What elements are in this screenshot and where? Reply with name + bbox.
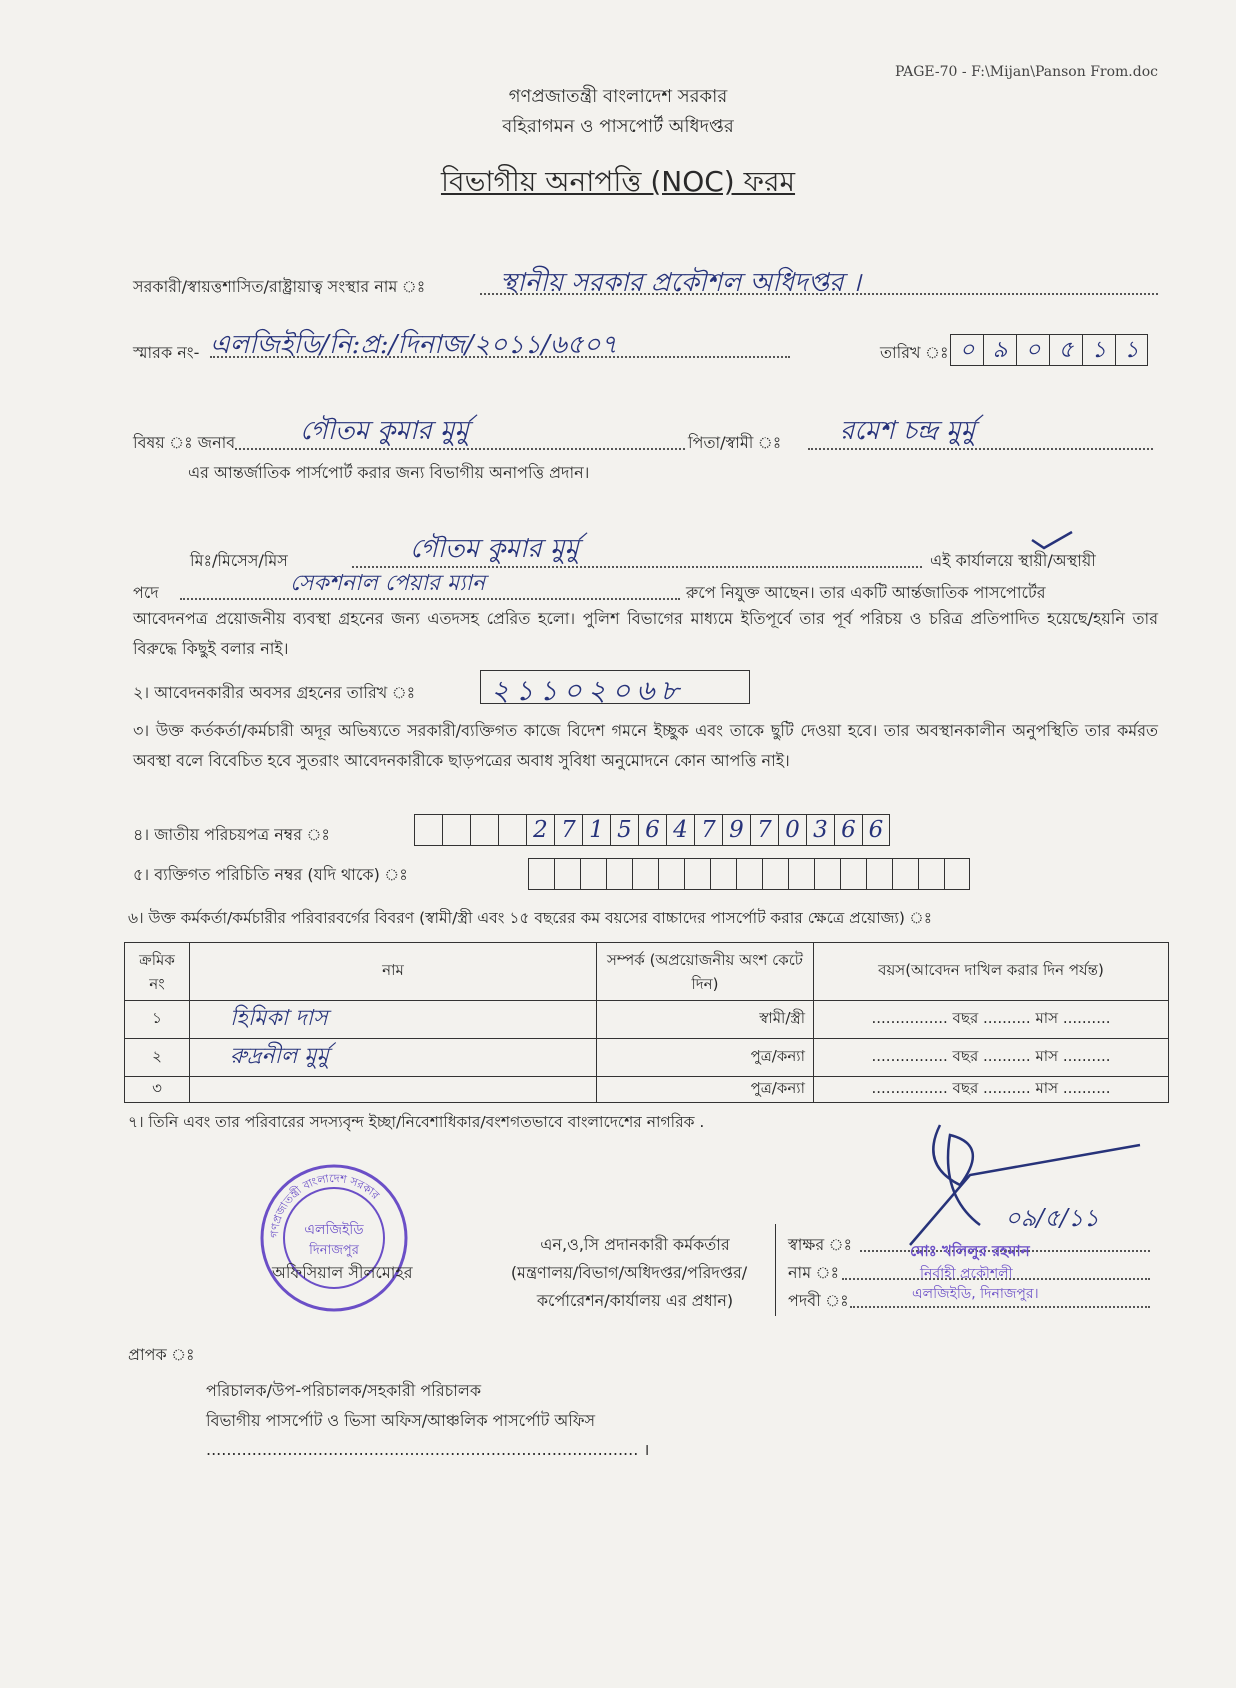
nid-digit-cell: 9 [722, 814, 750, 846]
retirement-label: ২। আবেদনকারীর অবসর গ্রহনের তারিখ ঃ [133, 683, 416, 702]
table-row [125, 1077, 1169, 1103]
family-table [124, 942, 1169, 1103]
date-digit-cell: ৯ [983, 334, 1016, 366]
row-relation: পুত্র/কন্যা [597, 1077, 814, 1103]
row-age: ................ বছর .......... মাস .......... [814, 1077, 1169, 1103]
subject-name: গৌতম কুমার মুর্মু [300, 416, 469, 446]
nid-digit-cell: 4 [666, 814, 694, 846]
row-age: ................ বছর .......... মাস .......... [814, 1001, 1169, 1039]
stamp-post: নির্বাহী প্রকৌশলী [920, 1266, 1013, 1282]
row-name [190, 1077, 597, 1103]
recipient-line2: বিভাগীয় পাসর্পোট ও ভিসা অফিস/আঞ্চলিক পাসর্পোট অফিস [206, 1411, 596, 1430]
row-relation: পুত্র/কন্যা [597, 1039, 814, 1077]
post-value: সেকশনাল পেয়ার ম্যান [290, 571, 486, 596]
row-serial: ৩ [125, 1077, 190, 1103]
pin-cell [762, 858, 788, 890]
nid-digit-cell: 1 [582, 814, 610, 846]
official-seal [258, 1162, 410, 1314]
page-reference: PAGE-70 - F:\Mijan\Panson From.doc [895, 64, 1158, 80]
nid-digit-cell: 6 [638, 814, 666, 846]
pin-cell [658, 858, 684, 890]
pin-cell [580, 858, 606, 890]
pin-cell [840, 858, 866, 890]
post-label: পদে [133, 583, 159, 602]
post-sign-dotline [850, 1306, 1150, 1308]
date-digit-cell: ০ [1016, 334, 1049, 366]
date-digit-cell: ৫ [1049, 334, 1082, 366]
pin-boxes [528, 858, 970, 890]
noc-officer-line3: কর্পোরেশন/কার্যালয় এর প্রধান) [536, 1291, 734, 1310]
nid-digit-cell: 7 [554, 814, 582, 846]
seal-outer-text: গণপ্রজাতন্ত্রী বাংলাদেশ সরকার [267, 1171, 382, 1239]
pin-cell [788, 858, 814, 890]
retirement-date-box [480, 670, 750, 707]
item6-text: ৬। উক্ত কর্মকর্তা/কর্মচারীর পরিবারবর্গের বিবরণ (স্বামী/স্ত্রী এবং ১৫ বছরের কম বয়সের বাচ্চাদের পাসর্পোট করার ক্ষেত্রে প্রয়োজ্য) ঃ [128, 909, 933, 927]
table-header-row [125, 943, 1169, 1001]
pin-cell [736, 858, 762, 890]
header-line2: বহিরাগমন ও পাসপোর্ট অধিদপ্তর [502, 116, 734, 137]
noc-officer-line2: (মন্ত্রণালয়/বিভাগ/অধিদপ্তর/পরিদপ্তর/ [510, 1263, 748, 1282]
seal-inner-1: এলজিইডি [304, 1222, 364, 1238]
pin-cell [710, 858, 736, 890]
father-name: রমেশ চন্দ্র মুর্মু [840, 416, 976, 446]
nid-digit-cell [442, 814, 470, 846]
pin-cell [866, 858, 892, 890]
nid-digit-cell: 3 [806, 814, 834, 846]
noc-officer-line1: এন,ও,সি প্রদানকারী কর্মকর্তার [540, 1235, 730, 1254]
recipient-line3: ..................................................................................... । [206, 1440, 650, 1459]
nid-digit-cell: 0 [778, 814, 806, 846]
date-label: তারিখ ঃ [880, 343, 949, 362]
pin-cell [528, 858, 554, 890]
nid-digit-cell [414, 814, 442, 846]
row-name: হিমিকা দাস [190, 1001, 597, 1039]
date-digit-cell: ০ [950, 334, 983, 366]
para1-rest: আবেদনপত্র প্রয়োজনীয় ব্যবস্থা গ্রহনের জন্য এতদসহ প্রেরিত হলো। পুলিশ বিভাগের মাধ্যমে ইতিপূর্বে তার পূর্ব পরিচয় ও চরিত্র প্রতিপাদিত হয়েছে/হয়নি তার বিরুদ্ধে কিছুই বলার নাই। [133, 609, 1158, 658]
subject-line2: এর আন্তর্জাতিক পার্সপোর্ট করার জন্য বিভাগীয় অনাপত্তি প্রদান। [188, 463, 590, 482]
signature-date: ০৯/৫/১১ [1005, 1204, 1100, 1232]
item3-text: ৩। উক্ত কর্তকর্তা/কর্মচারী অদূর অভিষ্যতে সরকারী/ব্যক্তিগত কাজে বিদেশ গমনে ইচ্ছুক এবং তাকে ছুটি দেওয়া হবে। তার অবস্থানকালীন অনুপস্থিতি তার কর্মরত অবস্থা বলে বিবেচিত হবে সুতরাং আবেদনকারীকে ছাড়পত্রের অবাধ সুবিধা অনুমোদনে কোন আপত্তি নাই। [133, 721, 1158, 770]
pin-cell [944, 858, 970, 890]
subject-label: বিষয় ঃ জনাব [133, 433, 236, 452]
seal-icon [258, 1162, 410, 1314]
nid-digit-cell: 7 [750, 814, 778, 846]
item7-text: ৭। তিনি এবং তার পরিবারের সদস্যবৃন্দ ইচ্ছা/নিবেশাধিকার/বংশগতভাবে বাংলাদেশের নাগরিক . [128, 1113, 705, 1131]
nid-boxes [414, 814, 890, 846]
check-mark-icon [1030, 530, 1075, 552]
nid-digit-cell: 2 [526, 814, 554, 846]
stamp-office: এলজিইডি, দিনাজপুর। [912, 1286, 1039, 1302]
row-relation: স্বামী/স্ত্রী [597, 1001, 814, 1039]
father-label: পিতা/স্বামী ঃ [688, 433, 782, 452]
recipient-label: প্রাপক ঃ [128, 1345, 195, 1364]
nid-digit-cell: 6 [862, 814, 890, 846]
table-row [125, 1001, 1169, 1039]
seal-label: অফিসিয়াল সীলমোহর [272, 1263, 413, 1282]
pin-cell [554, 858, 580, 890]
memo-label: স্মারক নং- [133, 343, 200, 362]
nid-digit-cell: 5 [610, 814, 638, 846]
date-digit-cell: ১ [1115, 334, 1148, 366]
nid-digit-cell [470, 814, 498, 846]
post-sign-label: পদবী ঃ [788, 1291, 849, 1310]
sign-label: স্বাক্ষর ঃ [788, 1235, 853, 1254]
date-digit-cell: ১ [1082, 334, 1115, 366]
col-age: বয়স(আবেদন দাখিল করার দিন পর্যন্ত) [814, 943, 1169, 1001]
header-line1: গণপ্রজাতন্ত্রী বাংলাদেশ সরকার [508, 86, 728, 107]
form-title: বিভাগীয় অনাপত্তি (NOC) ফরম [440, 165, 796, 198]
row-serial: ১ [125, 1001, 190, 1039]
pin-cell [814, 858, 840, 890]
pin-cell [632, 858, 658, 890]
office-status: এই কার্যালয়ে স্থায়ী/অস্থায়ী [930, 551, 1096, 570]
pin-cell [684, 858, 710, 890]
nid-digit-cell: 6 [834, 814, 862, 846]
nid-digit-cell: 7 [694, 814, 722, 846]
col-relation: সম্পর্ক (অপ্রয়োজনীয় অংশ কেটে দিন) [597, 943, 814, 1001]
org-label: সরকারী/স্বায়ত্তশাসিত/রাষ্ট্রায়াত্ব সংস্থার নাম ঃ [133, 277, 426, 296]
date-boxes [950, 334, 1148, 366]
pin-cell [892, 858, 918, 890]
nid-digit-cell [498, 814, 526, 846]
col-serial: ক্রমিক নং [125, 943, 190, 1001]
row-age: ................ বছর .......... মাস .......... [814, 1039, 1169, 1077]
seal-inner-2: দিনাজপুর [309, 1243, 359, 1258]
signature-divider [775, 1224, 776, 1316]
para1-tail: রুপে নিযুক্ত আছেন। তার একটি আর্ন্তজাতিক পাসপোর্টের [686, 583, 1046, 602]
col-name: নাম [190, 943, 597, 1001]
stamp-name: মোঃ খলিলুর রহমান [910, 1242, 1030, 1260]
title-prefix: মিঃ/মিসেস/মিস [190, 551, 288, 570]
person-name: গৌতম কুমার মুর্মু [410, 534, 579, 564]
row-serial: ২ [125, 1039, 190, 1077]
name-label: নাম ঃ [788, 1263, 840, 1282]
nid-label: ৪। জাতীয় পরিচয়পত্র নম্বর ঃ [133, 825, 330, 844]
pin-label: ৫। ব্যক্তিগত পরিচিতি নম্বর (যদি থাকে) ঃ [133, 865, 408, 884]
pin-cell [606, 858, 632, 890]
recipient-line1: পরিচালক/উপ-পরিচালক/সহকারী পরিচালক [206, 1381, 482, 1400]
retirement-date: ২১১০২০৬৮ [491, 674, 685, 707]
memo-value: এলজিইডি/নি:প্র:/দিনাজ/২০১১/৬৫০৭ [210, 330, 618, 360]
org-value: স্থানীয় সরকার প্রকৌশল অধিদপ্তর । [500, 268, 861, 298]
row-name: রুদ্রনীল মুর্মু [190, 1039, 597, 1077]
table-row [125, 1039, 1169, 1077]
pin-cell [918, 858, 944, 890]
